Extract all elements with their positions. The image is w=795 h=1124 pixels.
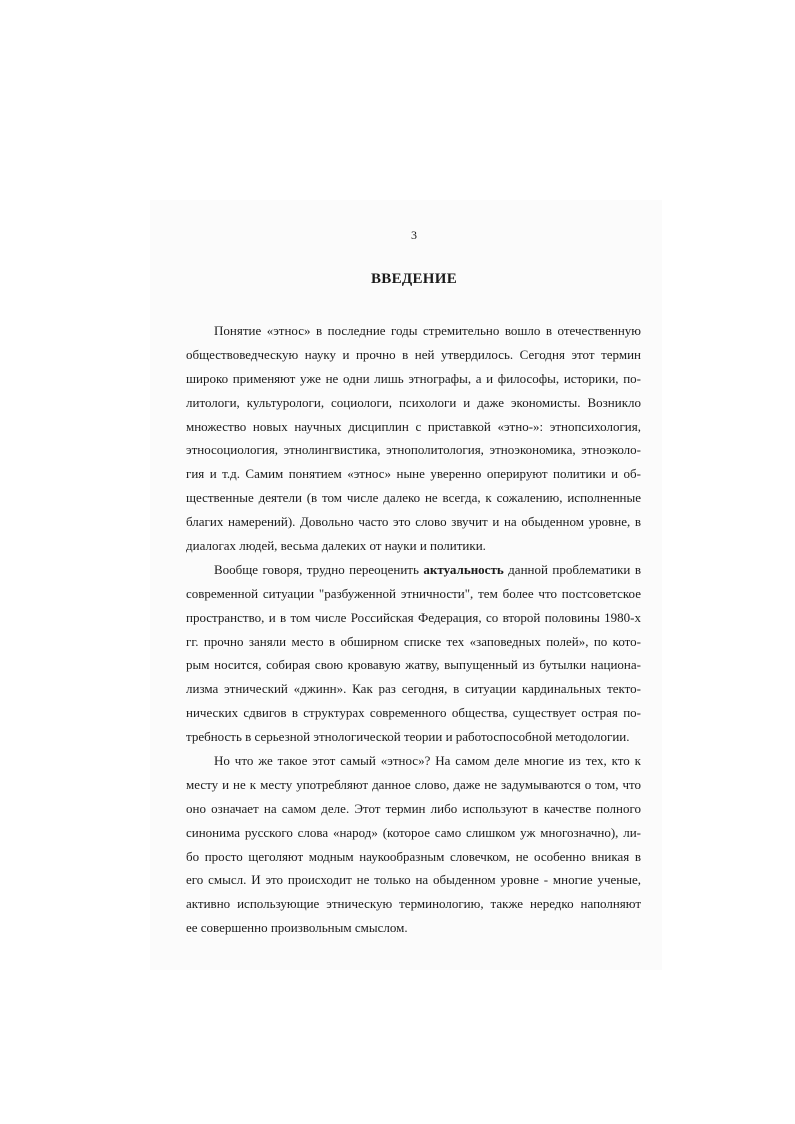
text-line: литологи, культурологи, социологи, психологи и даже экономисты. Возникло <box>186 394 641 410</box>
page-number: 3 <box>411 228 417 242</box>
paragraph-1 <box>186 319 641 558</box>
text-line: ее совершенно произвольным смыслом. <box>186 920 408 936</box>
text-line: рым носится, собирая свою кровавую жатву, выпущенный из бутылки национа- <box>186 657 641 673</box>
text-line: нических сдвигов в структурах современного общества, существует острая по- <box>186 705 641 721</box>
text-line: гия и т.д. Самим понятием «этнос» ныне уверенно оперируют политики и об- <box>186 466 641 482</box>
text-line: гг. прочно заняли место в обширном списке тех «заповедных полей», по кото- <box>186 633 641 649</box>
text-line: синонима русского слова «народ» (которое само слишком уж многозначно), ли- <box>186 824 641 840</box>
text-line: широко применяют уже не одни лишь этнографы, а и философы, историки, по- <box>186 370 641 386</box>
emphasis-keyword: актуальность <box>423 561 504 577</box>
paragraph-3 <box>186 749 641 940</box>
text-line: месту и не к месту употребляют данное слово, даже не задумываются о том, что <box>186 776 641 792</box>
text-line: активно использующие этническую терминологию, также нередко наполняют <box>186 896 641 912</box>
text-line: щественные деятели (в том числе далеко не всегда, к сожалению, исполненные <box>186 490 641 506</box>
text-line: Понятие «этнос» в последние годы стремительно вошло в отечественную <box>214 323 641 338</box>
text-line: пространство, и в том числе Российская Федерация, со второй половины 1980-х <box>186 609 641 625</box>
text-run: данной проблематики в <box>503 561 641 577</box>
text-line: диалогах людей, весьма далеких от науки и политики. <box>186 538 486 554</box>
text-line: его смысл. И это происходит не только на обыденном уровне - многие ученые, <box>186 872 641 888</box>
paragraph-2 <box>186 558 641 749</box>
text-line: лизма этнический «джинн». Как раз сегодня, в ситуации кардинальных текто- <box>186 681 641 697</box>
text-line: требность в серьезной этнологической теории и работоспособной методологии. <box>186 729 630 745</box>
text-line: Но что же такое этот самый «этнос»? На самом деле многие из тех, кто к <box>214 753 641 769</box>
text-run: Вообще говоря, трудно переоценить <box>214 561 424 577</box>
text-line: оно означает на самом деле. Этот термин либо используют в качестве полного <box>186 800 641 816</box>
text-line: бо просто щеголяют модным наукообразным словечком, не особенно вникая в <box>186 848 641 864</box>
text-line: благих намерений). Довольно часто это слово звучит и на обыденном уровне, в <box>186 514 641 530</box>
body-text <box>186 319 641 940</box>
section-heading: ВВЕДЕНИЕ <box>370 271 458 287</box>
text-line: множество новых научных дисциплин с приставкой «этно-»: этнопсихология, <box>186 418 641 434</box>
text-line <box>186 558 641 582</box>
text-line: современной ситуации "разбуженной этничности", тем более что постсоветское <box>186 585 641 601</box>
text-line: этносоциология, этнолингвистика, этнополитология, этноэкономика, этноэколо- <box>186 442 641 458</box>
text-line: обществоведческую науку и прочно в ней утвердилось. Сегодня этот термин <box>186 346 641 362</box>
